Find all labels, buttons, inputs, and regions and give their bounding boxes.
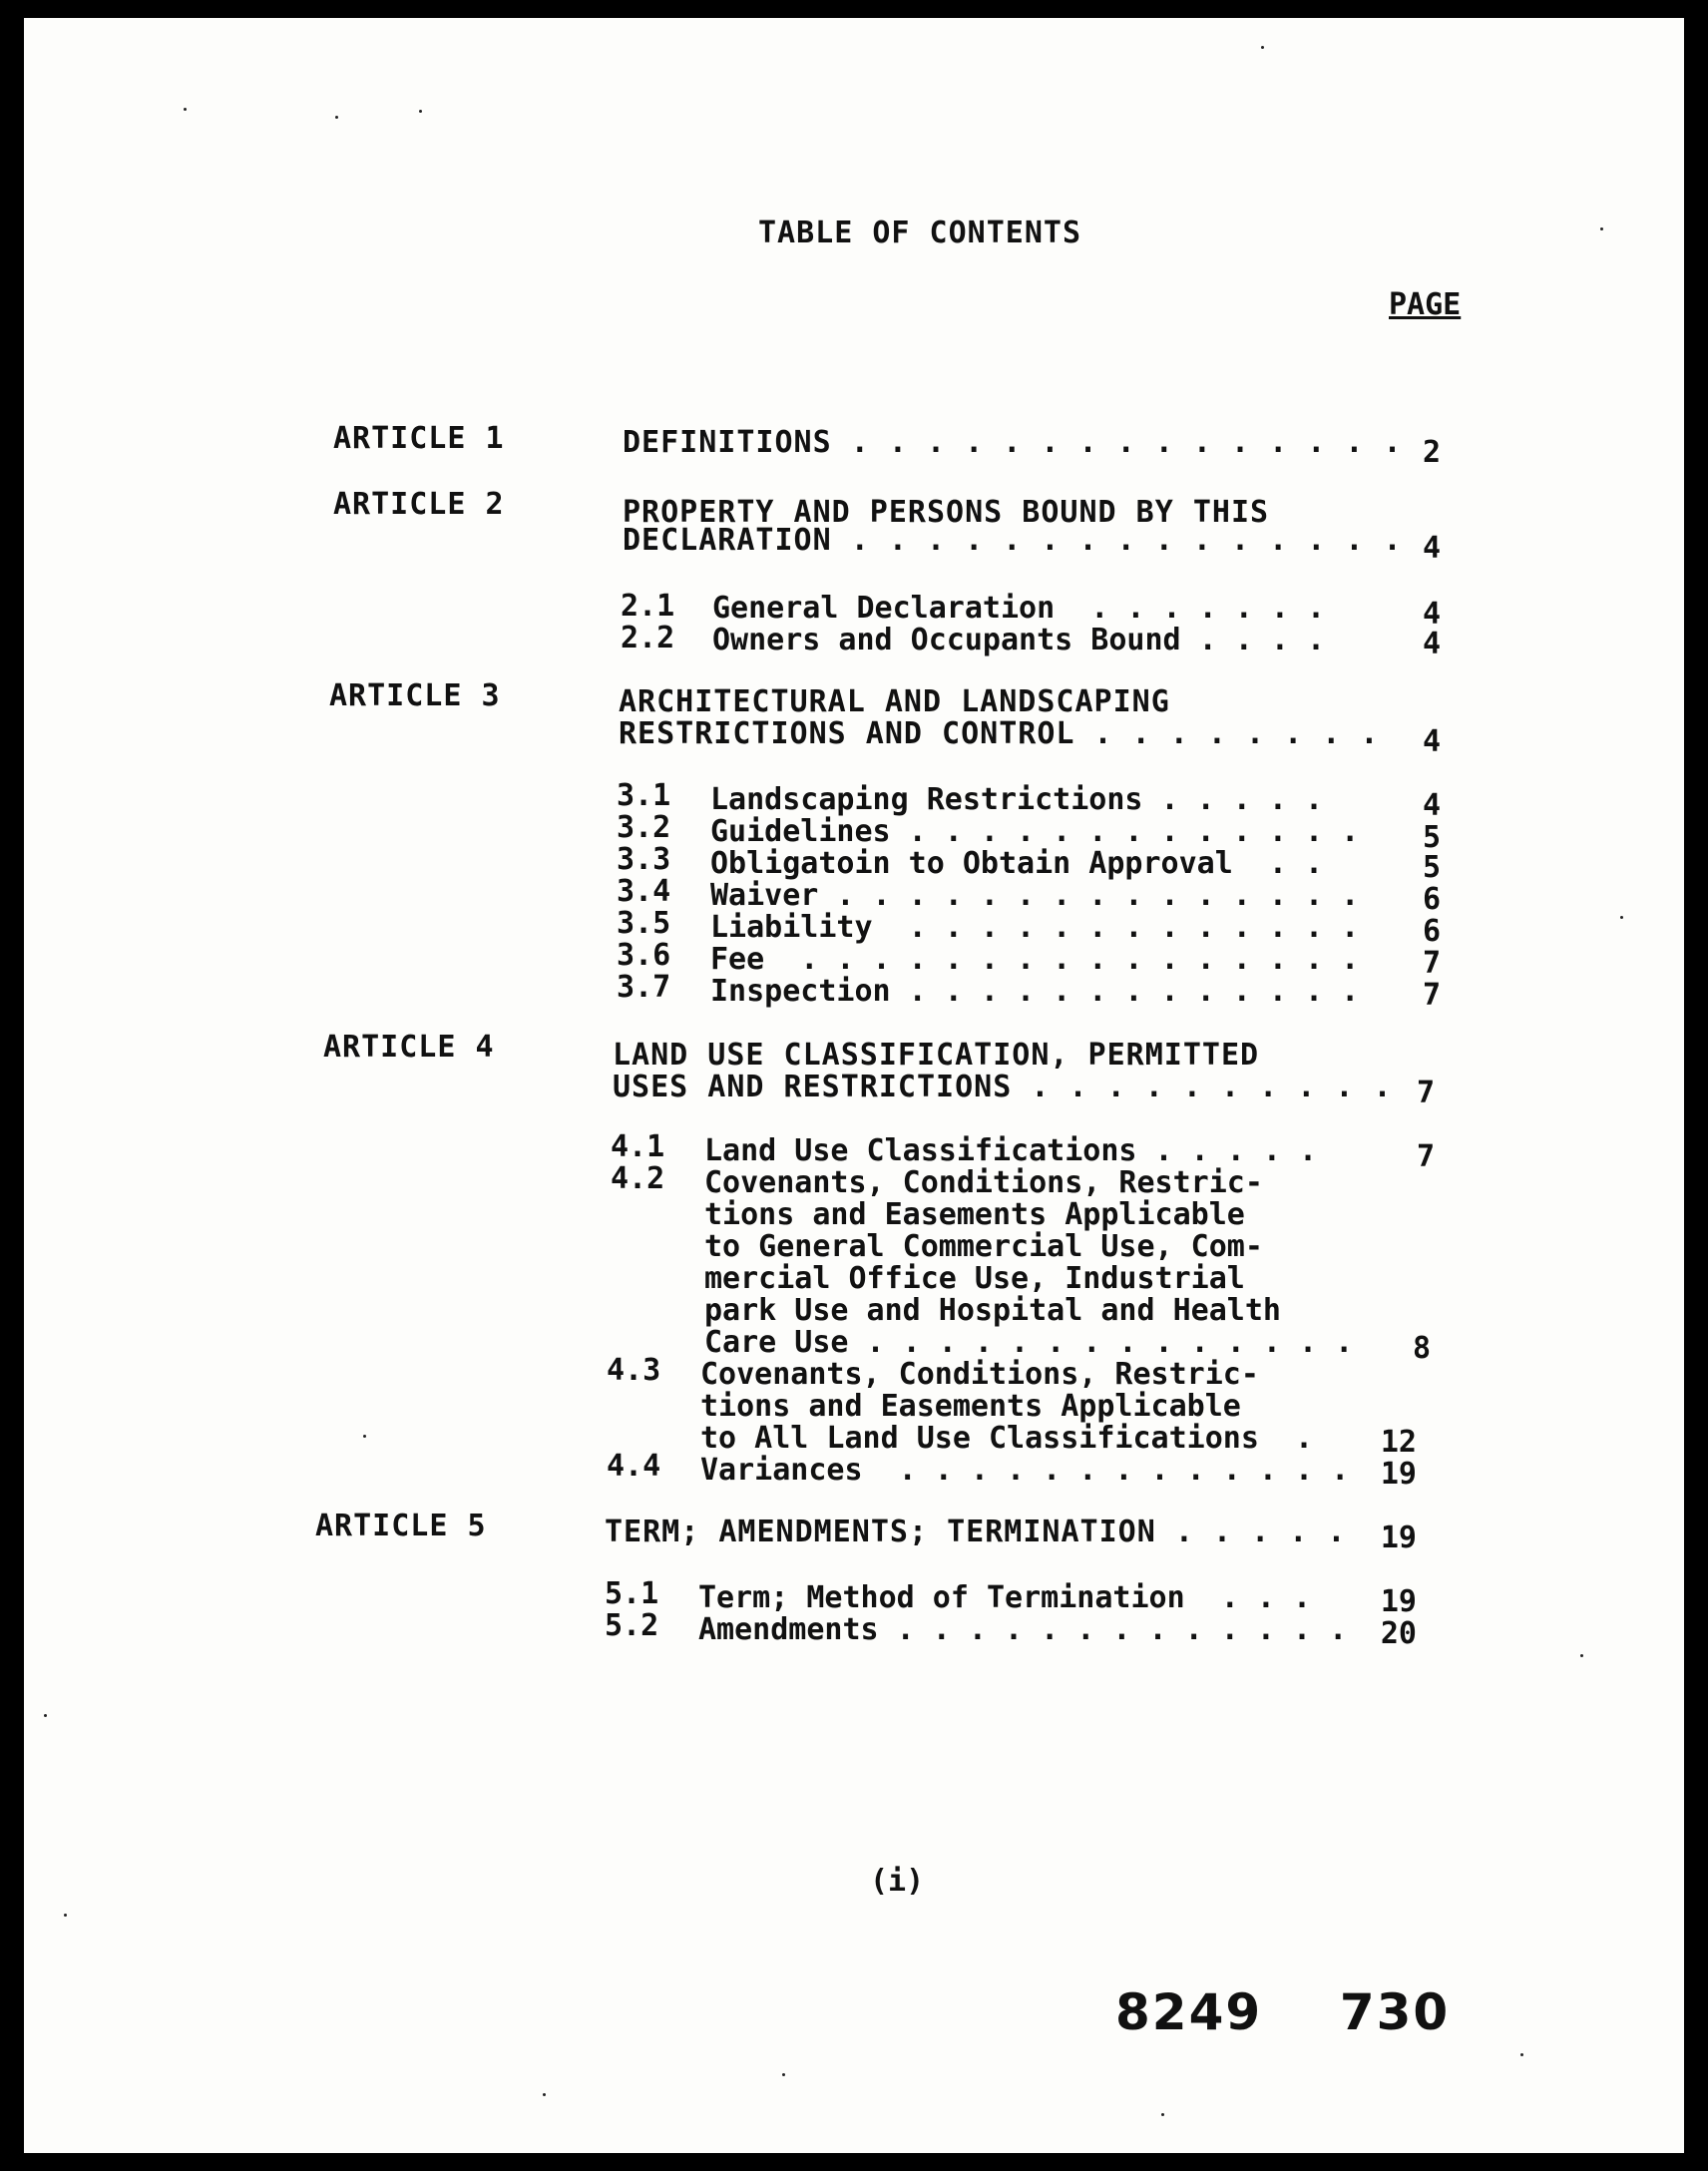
section-title: tions and Easements Applicable — [700, 1389, 1241, 1424]
stamp-left: 8249 — [1115, 1983, 1263, 2041]
scan-speck — [44, 1714, 47, 1717]
scan-speck — [1161, 2113, 1164, 2116]
scan-speck — [335, 116, 338, 119]
section-title: Guidelines . . . . . . . . . . . . . — [710, 814, 1360, 849]
scan-speck — [363, 1435, 366, 1438]
scan-speck — [1580, 1654, 1583, 1657]
section-number: 2.2 — [621, 621, 675, 655]
document-page — [24, 18, 1684, 2153]
page-number: 12 — [1380, 1425, 1417, 1460]
article-heading-line: DECLARATION . . . . . . . . . . . . . . . — [623, 523, 1403, 558]
page-number: 2 — [1422, 435, 1441, 470]
section-number: 5.1 — [605, 1576, 659, 1611]
scan-speck — [1600, 227, 1603, 230]
section-title: Owners and Occupants Bound . . . . — [712, 623, 1326, 657]
section-title: mercial Office Use, Industrial — [704, 1261, 1245, 1296]
page-number: 19 — [1380, 1457, 1417, 1492]
article-heading-line: PROPERTY AND PERSONS BOUND BY THIS — [623, 495, 1270, 530]
stamp-right: 730 — [1339, 1983, 1451, 2041]
section-title: to All Land Use Classifications . — [700, 1421, 1314, 1456]
section-number: 5.2 — [605, 1608, 659, 1643]
page-title: TABLE OF CONTENTS — [758, 216, 1082, 250]
section-number: 3.5 — [617, 906, 671, 941]
page-number: 5 — [1422, 820, 1441, 855]
section-number: 3.7 — [617, 970, 671, 1005]
article-heading-line: ARCHITECTURAL AND LANDSCAPING — [619, 684, 1170, 719]
page-number: 4 — [1422, 531, 1441, 566]
section-title: Liability . . . . . . . . . . . . . — [710, 910, 1360, 945]
scan-speck — [782, 2073, 785, 2076]
page-number: 6 — [1422, 914, 1441, 949]
section-number: 3.2 — [617, 810, 671, 845]
section-number: 3.3 — [617, 842, 671, 877]
scan-speck — [1261, 46, 1264, 49]
page-number: 4 — [1422, 627, 1441, 661]
scan-speck — [64, 1914, 67, 1917]
section-title: Variances . . . . . . . . . . . . . — [700, 1453, 1350, 1488]
page-number: 6 — [1422, 882, 1441, 917]
scan-speck — [1620, 916, 1623, 919]
section-number: 3.4 — [617, 874, 671, 909]
section-number: 4.4 — [607, 1449, 661, 1484]
section-title: Obligatoin to Obtain Approval . . — [710, 846, 1324, 881]
document-stamp-number — [1115, 1983, 1450, 2041]
section-title: Landscaping Restrictions . . . . . — [710, 782, 1324, 817]
scan-speck — [419, 110, 422, 113]
page-number: 19 — [1380, 1520, 1417, 1555]
article-heading-line: RESTRICTIONS AND CONTROL . . . . . . . . — [619, 716, 1380, 751]
article-label: ARTICLE 4 — [323, 1030, 495, 1065]
article-label: ARTICLE 3 — [329, 678, 501, 713]
section-title: Covenants, Conditions, Restric- — [700, 1357, 1259, 1392]
section-number: 4.2 — [611, 1161, 665, 1196]
page-footer-number: (i) — [870, 1864, 925, 1899]
page-number: 7 — [1416, 1076, 1435, 1110]
scan-speck — [1520, 2053, 1523, 2056]
article-heading-line: TERM; AMENDMENTS; TERMINATION . . . . . — [605, 1515, 1347, 1549]
page-number: 4 — [1422, 788, 1441, 823]
article-label: ARTICLE 2 — [333, 487, 505, 522]
section-title: Care Use . . . . . . . . . . . . . . — [704, 1325, 1354, 1360]
section-title: Inspection . . . . . . . . . . . . . — [710, 974, 1360, 1009]
page-number: 8 — [1412, 1331, 1431, 1366]
scan-speck — [543, 2093, 546, 2096]
section-number: 2.1 — [621, 589, 675, 624]
page-column-header: PAGE — [1389, 287, 1462, 322]
page-number: 4 — [1422, 597, 1441, 632]
page-number: 19 — [1380, 1584, 1417, 1619]
section-title: Amendments . . . . . . . . . . . . . — [698, 1612, 1348, 1647]
section-title: tions and Easements Applicable — [704, 1197, 1245, 1232]
section-title: Fee . . . . . . . . . . . . . . . . — [710, 942, 1360, 977]
page-number: 7 — [1416, 1139, 1435, 1174]
section-number: 4.1 — [611, 1129, 665, 1164]
page-number: 4 — [1422, 724, 1441, 759]
section-title: General Declaration . . . . . . . — [712, 591, 1326, 626]
section-title: park Use and Hospital and Health — [704, 1293, 1281, 1328]
section-number: 3.1 — [617, 778, 671, 813]
section-title: Term; Method of Termination . . . — [698, 1580, 1312, 1615]
section-title: Waiver . . . . . . . . . . . . . . . — [710, 878, 1360, 913]
section-title: to General Commercial Use, Com- — [704, 1229, 1263, 1264]
section-number: 3.6 — [617, 938, 671, 973]
section-number: 4.3 — [607, 1353, 661, 1388]
article-label: ARTICLE 5 — [315, 1509, 487, 1543]
section-title: Covenants, Conditions, Restric- — [704, 1165, 1263, 1200]
article-heading-line: DEFINITIONS . . . . . . . . . . . . . . . — [623, 425, 1403, 460]
page-number: 7 — [1422, 946, 1441, 981]
page-number: 20 — [1380, 1616, 1417, 1651]
scan-speck — [184, 108, 187, 111]
article-heading-line: LAND USE CLASSIFICATION, PERMITTED — [613, 1038, 1260, 1073]
page-number: 5 — [1422, 850, 1441, 885]
section-title: Land Use Classifications . . . . . — [704, 1133, 1318, 1168]
page-number: 7 — [1422, 978, 1441, 1013]
article-heading-line: USES AND RESTRICTIONS . . . . . . . . . . — [613, 1070, 1393, 1104]
article-label: ARTICLE 1 — [333, 421, 505, 456]
